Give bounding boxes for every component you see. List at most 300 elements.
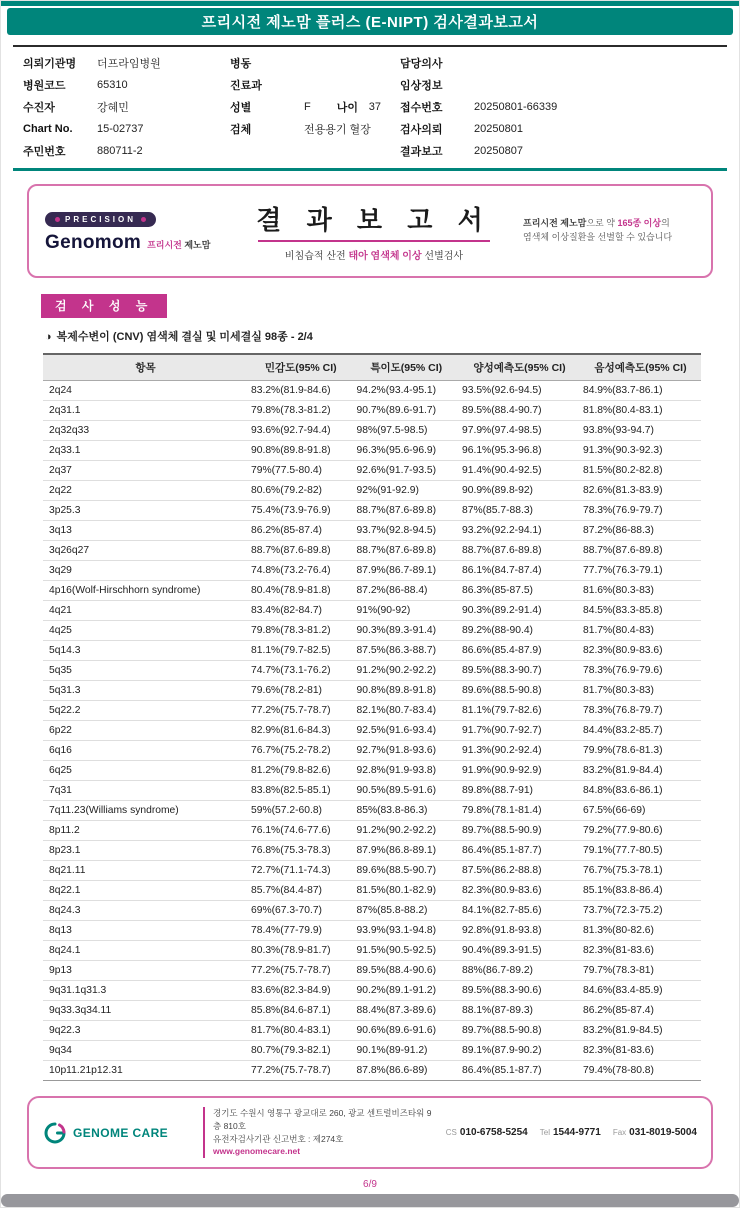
- genomom-logo: [45, 209, 225, 254]
- info-field-label: 담당의사: [400, 57, 443, 70]
- value-cell: 85.8%(84.6-87.1): [248, 1001, 354, 1021]
- info-field-value: 37: [368, 100, 381, 113]
- value-cell: 77.7%(76.3-79.1): [580, 561, 701, 581]
- address-block: [203, 1107, 434, 1158]
- value-cell: 90.6%(89.6-91.6): [354, 1021, 460, 1041]
- value-cell: 87.9%(86.8-89.1): [354, 841, 460, 861]
- value-cell: 90.5%(89.5-91.6): [354, 781, 460, 801]
- value-cell: 93.9%(93.1-94.8): [354, 921, 460, 941]
- table-row: [43, 641, 701, 661]
- info-field: [230, 54, 400, 71]
- info-field-value: 65310: [97, 78, 128, 91]
- item-cell: 3q26q27: [43, 541, 248, 561]
- item-cell: 8q24.1: [43, 941, 248, 961]
- info-field: [230, 120, 400, 137]
- value-cell: 73.7%(72.3-75.2): [580, 901, 701, 921]
- info-field: [23, 54, 230, 71]
- info-field: [23, 120, 230, 137]
- value-cell: 74.8%(73.2-76.4): [248, 561, 354, 581]
- value-cell: 88.7%(87.6-89.8): [354, 541, 460, 561]
- value-cell: 78.3%(76.9-79.7): [580, 501, 701, 521]
- value-cell: 98%(97.5-98.5): [354, 421, 460, 441]
- table-row: [43, 801, 701, 821]
- patient-info-grid: [23, 54, 717, 159]
- contact-item: [540, 1127, 601, 1138]
- info-field-value: 20250801-66339: [474, 100, 558, 113]
- info-field-value: 강혜민: [97, 101, 129, 114]
- dot-icon: [55, 217, 60, 222]
- brand-name-en: Genomom: [45, 231, 142, 253]
- table-body: [43, 381, 701, 1081]
- table-row: [43, 861, 701, 881]
- item-cell: 3p25.3: [43, 501, 248, 521]
- value-cell: 78.3%(76.9-79.6): [580, 661, 701, 681]
- contact-value: 031-8019-5004: [629, 1127, 697, 1138]
- value-cell: 85%(83.8-86.3): [354, 801, 460, 821]
- item-cell: 2q32q33: [43, 421, 248, 441]
- value-cell: 86.2%(85-87.4): [248, 521, 354, 541]
- marketing-note: [523, 217, 695, 245]
- value-cell: 88.7%(87.6-89.8): [580, 541, 701, 561]
- table-row: [43, 881, 701, 901]
- value-cell: 86.3%(85-87.5): [459, 581, 580, 601]
- value-cell: 92.5%(91.6-93.4): [354, 721, 460, 741]
- value-cell: 90.7%(89.6-91.7): [354, 401, 460, 421]
- value-cell: 89.6%(88.5-90.7): [354, 861, 460, 881]
- value-cell: 84.8%(83.6-86.1): [580, 781, 701, 801]
- value-cell: 87.9%(86.7-89.1): [354, 561, 460, 581]
- table-row: [43, 901, 701, 921]
- value-cell: 79.4%(78-80.8): [580, 1061, 701, 1081]
- value-cell: 67.5%(66-69): [580, 801, 701, 821]
- performance-table: [43, 353, 701, 1081]
- table-row: [43, 721, 701, 741]
- value-cell: 81.7%(80.3-83): [580, 681, 701, 701]
- info-field: [230, 142, 400, 159]
- item-cell: 8q24.3: [43, 901, 248, 921]
- value-cell: 79.9%(78.6-81.3): [580, 741, 701, 761]
- info-field-value: 15-02737: [97, 122, 144, 135]
- value-cell: 77.2%(75.7-78.7): [248, 701, 354, 721]
- brand-kr-accent: 프리시전: [147, 239, 182, 250]
- value-cell: 81.5%(80.2-82.8): [580, 461, 701, 481]
- info-field: [23, 76, 230, 93]
- value-cell: 91.2%(90.2-92.2): [354, 821, 460, 841]
- value-cell: 82.6%(81.3-83.9): [580, 481, 701, 501]
- value-cell: 78.3%(76.8-79.7): [580, 701, 701, 721]
- value-cell: 86.6%(85.4-87.9): [459, 641, 580, 661]
- info-field-value: 전용용기 혈장: [304, 123, 371, 136]
- report-title: 프리시전 제노맘 플러스 (E-NIPT) 검사결과보고서: [201, 14, 539, 31]
- value-cell: 94.2%(93.4-95.1): [354, 381, 460, 401]
- genomecare-logo: [43, 1121, 191, 1145]
- table-row: [43, 1021, 701, 1041]
- column-header: 민감도(95% CI): [248, 354, 354, 381]
- note-mid: 으로 약: [586, 218, 618, 229]
- value-cell: 96.3%(95.6-96.9): [354, 441, 460, 461]
- value-cell: 86.2%(85-87.4): [580, 1001, 701, 1021]
- value-cell: 90.4%(89.3-91.5): [459, 941, 580, 961]
- address-line2: 유전자검사기관 신고번호 : 제274호: [213, 1133, 344, 1144]
- value-cell: 79.7%(78.3-81): [580, 961, 701, 981]
- info-field-label: 접수번호: [400, 101, 443, 114]
- item-cell: 4q25: [43, 621, 248, 641]
- value-cell: 91%(90-92): [354, 601, 460, 621]
- value-cell: 91.5%(90.5-92.5): [354, 941, 460, 961]
- value-cell: 80.7%(79.3-82.1): [248, 1041, 354, 1061]
- info-field-label: 병동: [230, 57, 252, 70]
- contact-label: Tel: [539, 1128, 550, 1137]
- brand-line: [45, 232, 225, 254]
- value-cell: 82.1%(80.7-83.4): [354, 701, 460, 721]
- table-row: [43, 601, 701, 621]
- precision-badge: [45, 212, 156, 227]
- value-cell: 92.8%(91.9-93.8): [354, 761, 460, 781]
- value-cell: 84.4%(83.2-85.7): [580, 721, 701, 741]
- item-cell: 6q25: [43, 761, 248, 781]
- value-cell: 93.2%(92.2-94.1): [459, 521, 580, 541]
- item-cell: 2q37: [43, 461, 248, 481]
- table-row: [43, 741, 701, 761]
- value-cell: 80.6%(79.2-82): [248, 481, 354, 501]
- note-post: 의: [661, 218, 670, 229]
- value-cell: 83.2%(81.9-84.4): [580, 761, 701, 781]
- value-cell: 89.5%(88.4-90.7): [459, 401, 580, 421]
- column-header: 양성예측도(95% CI): [459, 354, 580, 381]
- value-cell: 90.3%(89.2-91.4): [459, 601, 580, 621]
- info-field-label: 성별: [230, 101, 252, 114]
- table-row: [43, 841, 701, 861]
- item-cell: 7q11.23(Williams syndrome): [43, 801, 248, 821]
- item-cell: 6p22: [43, 721, 248, 741]
- value-cell: 92%(91-92.9): [354, 481, 460, 501]
- note-line2: 염색체 이상질환을 선별할 수 있습니다: [523, 232, 673, 242]
- info-field: [23, 142, 230, 159]
- value-cell: 75.4%(73.9-76.9): [248, 501, 354, 521]
- subtitle-em: 태아 염색체 이상: [348, 251, 422, 262]
- value-cell: 82.3%(80.9-83.6): [459, 881, 580, 901]
- contact-value: 010-6758-5254: [459, 1127, 528, 1138]
- value-cell: 81.1%(79.7-82.5): [248, 641, 354, 661]
- value-cell: 90.3%(89.3-91.4): [354, 621, 460, 641]
- value-cell: 86.1%(84.7-87.4): [459, 561, 580, 581]
- table-row: [43, 701, 701, 721]
- brand-kr-plain: 제노맘: [184, 239, 211, 250]
- genomecare-brand-text: GENOME CARE: [73, 1125, 169, 1140]
- footer: [27, 1096, 713, 1169]
- item-cell: 3q29: [43, 561, 248, 581]
- contact-value: 1544-9771: [552, 1127, 601, 1138]
- subtitle-post: 선별검사: [421, 251, 464, 262]
- value-cell: 91.4%(90.4-92.5): [459, 461, 580, 481]
- item-cell: 2q31.1: [43, 401, 248, 421]
- value-cell: 79.6%(78.2-81): [248, 681, 354, 701]
- value-cell: 76.7%(75.2-78.2): [248, 741, 354, 761]
- value-cell: 89.1%(87.9-90.2): [459, 1041, 580, 1061]
- item-cell: 8q13: [43, 921, 248, 941]
- value-cell: 78.4%(77-79.9): [248, 921, 354, 941]
- table-row: [43, 941, 701, 961]
- value-cell: 74.7%(73.1-76.2): [248, 661, 354, 681]
- column-header: 항목: [43, 354, 248, 381]
- value-cell: 81.3%(80-82.6): [580, 921, 701, 941]
- value-cell: 83.2%(81.9-84.5): [580, 1021, 701, 1041]
- patient-info-section: [13, 45, 727, 171]
- genomecare-logo-icon: [43, 1121, 67, 1145]
- value-cell: 88.7%(87.6-89.8): [354, 501, 460, 521]
- table-caption: [45, 328, 739, 344]
- value-cell: 84.6%(83.4-85.9): [580, 981, 701, 1001]
- value-cell: 90.8%(89.8-91.8): [354, 681, 460, 701]
- info-field-label: 검체: [230, 123, 252, 136]
- value-cell: 89.2%(88-90.4): [459, 621, 580, 641]
- value-cell: 81.1%(79.7-82.6): [459, 701, 580, 721]
- value-cell: 90.2%(89.1-91.2): [354, 981, 460, 1001]
- item-cell: 4q21: [43, 601, 248, 621]
- info-field-label: 검사의뢰: [400, 123, 443, 136]
- column-header: 특이도(95% CI): [354, 354, 460, 381]
- value-cell: 85.7%(84.4-87): [248, 881, 354, 901]
- table-row: [43, 1061, 701, 1081]
- table-row: [43, 921, 701, 941]
- value-cell: 79%(77.5-80.4): [248, 461, 354, 481]
- value-cell: 89.7%(88.5-90.9): [459, 821, 580, 841]
- value-cell: 89.5%(88.4-90.6): [354, 961, 460, 981]
- value-cell: 87.8%(86.6-89): [354, 1061, 460, 1081]
- item-cell: 7q31: [43, 781, 248, 801]
- value-cell: 81.7%(80.4-83): [580, 621, 701, 641]
- result-subtitle: [239, 247, 509, 262]
- info-field: [400, 54, 717, 71]
- result-header-box: [27, 184, 713, 278]
- info-field-label: 나이: [336, 101, 358, 114]
- value-cell: 80.4%(78.9-81.8): [248, 581, 354, 601]
- value-cell: 82.9%(81.6-84.3): [248, 721, 354, 741]
- value-cell: 81.2%(79.8-82.6): [248, 761, 354, 781]
- value-cell: 76.1%(74.6-77.6): [248, 821, 354, 841]
- value-cell: 77.2%(75.7-78.7): [248, 961, 354, 981]
- value-cell: 81.7%(80.4-83.1): [248, 1021, 354, 1041]
- value-cell: 89.5%(88.3-90.6): [459, 981, 580, 1001]
- table-row: [43, 981, 701, 1001]
- item-cell: 4p16(Wolf-Hirschhorn syndrome): [43, 581, 248, 601]
- value-cell: 91.3%(90.2-92.4): [459, 741, 580, 761]
- table-row: [43, 441, 701, 461]
- value-cell: 59%(57.2-60.8): [248, 801, 354, 821]
- info-field: [400, 76, 717, 93]
- dot-icon: [141, 217, 146, 222]
- value-cell: 85.1%(83.8-86.4): [580, 881, 701, 901]
- info-field: [23, 98, 230, 115]
- value-cell: 80.3%(78.9-81.7): [248, 941, 354, 961]
- value-cell: 79.1%(77.7-80.5): [580, 841, 701, 861]
- value-cell: 96.1%(95.3-96.8): [459, 441, 580, 461]
- table-row: [43, 521, 701, 541]
- address-line1: 경기도 수원시 영통구 광교대로 260, 광교 센트럴비즈타워 9층 810호: [213, 1108, 432, 1131]
- value-cell: 92.8%(91.8-93.8): [459, 921, 580, 941]
- value-cell: 81.5%(80.1-82.9): [354, 881, 460, 901]
- table-row: [43, 481, 701, 501]
- value-cell: 93.8%(93-94.7): [580, 421, 701, 441]
- value-cell: 83.8%(82.5-85.1): [248, 781, 354, 801]
- item-cell: 9q33.3q34.11: [43, 1001, 248, 1021]
- info-field-label: 병원코드: [23, 79, 66, 92]
- item-cell: 9q22.3: [43, 1021, 248, 1041]
- table-row: [43, 1001, 701, 1021]
- table-row: [43, 401, 701, 421]
- page-number: 6/9: [363, 1179, 377, 1190]
- table-row: [43, 381, 701, 401]
- title-underline: [258, 240, 490, 242]
- column-header: 음성예측도(95% CI): [580, 354, 701, 381]
- website-link: www.genomecare.net: [213, 1146, 301, 1157]
- value-cell: 83.6%(82.3-84.9): [248, 981, 354, 1001]
- info-field-label: Chart No.: [23, 122, 73, 135]
- value-cell: 72.7%(71.1-74.3): [248, 861, 354, 881]
- value-cell: 88.7%(87.6-89.8): [248, 541, 354, 561]
- table-header-row: [43, 354, 701, 381]
- report-title-bar: [7, 8, 733, 35]
- info-field-label: 임상정보: [400, 79, 443, 92]
- value-cell: 81.8%(80.4-83.1): [580, 401, 701, 421]
- value-cell: 89.5%(88.3-90.7): [459, 661, 580, 681]
- table-row: [43, 501, 701, 521]
- table-row: [43, 681, 701, 701]
- item-cell: 8q21.11: [43, 861, 248, 881]
- value-cell: 88%(86.7-89.2): [459, 961, 580, 981]
- value-cell: 93.6%(92.7-94.4): [248, 421, 354, 441]
- value-cell: 69%(67.3-70.7): [248, 901, 354, 921]
- item-cell: 6q16: [43, 741, 248, 761]
- value-cell: 81.6%(80.3-83): [580, 581, 701, 601]
- info-field-value: 880711-2: [97, 144, 143, 157]
- item-cell: 5q22.2: [43, 701, 248, 721]
- value-cell: 84.9%(83.7-86.1): [580, 381, 701, 401]
- note-highlight: 165종 이상: [617, 218, 662, 229]
- value-cell: 91.9%(90.9-92.9): [459, 761, 580, 781]
- item-cell: 9p13: [43, 961, 248, 981]
- value-cell: 82.3%(80.9-83.6): [580, 641, 701, 661]
- value-cell: 89.8%(88.7-91): [459, 781, 580, 801]
- info-field: [230, 76, 400, 93]
- contact-item: [613, 1127, 697, 1138]
- table-row: [43, 621, 701, 641]
- info-field-value: 20250801: [474, 122, 523, 135]
- value-cell: 89.6%(88.5-90.8): [459, 681, 580, 701]
- value-cell: 91.2%(90.2-92.2): [354, 661, 460, 681]
- table-row: [43, 461, 701, 481]
- contact-label: Fax: [612, 1128, 627, 1137]
- value-cell: 86.4%(85.1-87.7): [459, 841, 580, 861]
- value-cell: 92.7%(91.8-93.6): [354, 741, 460, 761]
- info-field-label: 결과보고: [400, 145, 443, 158]
- info-field-label: 진료과: [230, 79, 262, 92]
- value-cell: 90.9%(89.8-92): [459, 481, 580, 501]
- info-field: [230, 98, 400, 115]
- item-cell: 10p11.21p12.31: [43, 1061, 248, 1081]
- item-cell: 9q34: [43, 1041, 248, 1061]
- item-cell: 8p11.2: [43, 821, 248, 841]
- value-cell: 87.2%(86-88.3): [580, 521, 701, 541]
- value-cell: 76.7%(75.3-78.1): [580, 861, 701, 881]
- value-cell: 91.7%(90.7-92.7): [459, 721, 580, 741]
- result-title-block: [239, 200, 509, 262]
- contact-block: [446, 1127, 697, 1138]
- section-label: 검 사 성 능: [41, 294, 167, 318]
- value-cell: 93.5%(92.6-94.5): [459, 381, 580, 401]
- half-circle-icon: ◑: [45, 331, 52, 343]
- table-row: [43, 561, 701, 581]
- value-cell: 83.4%(82-84.7): [248, 601, 354, 621]
- table-row: [43, 661, 701, 681]
- value-cell: 88.1%(87-89.3): [459, 1001, 580, 1021]
- note-brand: 프리시전 제노맘: [523, 218, 587, 229]
- value-cell: 90.1%(89-91.2): [354, 1041, 460, 1061]
- item-cell: 3q13: [43, 521, 248, 541]
- table-row: [43, 781, 701, 801]
- info-field-label: 의뢰기관명: [23, 57, 77, 70]
- value-cell: 89.7%(88.5-90.8): [459, 1021, 580, 1041]
- value-cell: 90.8%(89.8-91.8): [248, 441, 354, 461]
- table-row: [43, 761, 701, 781]
- performance-section: [1, 278, 739, 1081]
- value-cell: 86.4%(85.1-87.7): [459, 1061, 580, 1081]
- value-cell: 87%(85.7-88.3): [459, 501, 580, 521]
- table-row: [43, 1041, 701, 1061]
- value-cell: 87.2%(86-88.4): [354, 581, 460, 601]
- value-cell: 93.7%(92.8-94.5): [354, 521, 460, 541]
- info-field-label: 주민번호: [23, 145, 66, 158]
- table-caption-text: 복제수변이 (CNV) 염색체 결실 및 미세결실 98종 - 2/4: [56, 331, 313, 343]
- value-cell: 87.5%(86.3-88.7): [354, 641, 460, 661]
- item-cell: 2q22: [43, 481, 248, 501]
- value-cell: 91.3%(90.3-92.3): [580, 441, 701, 461]
- value-cell: 83.2%(81.9-84.6): [248, 381, 354, 401]
- info-field: [400, 120, 717, 137]
- result-title: 결 과 보 고 서: [256, 205, 492, 235]
- value-cell: 79.8%(78.3-81.2): [248, 401, 354, 421]
- value-cell: 87%(85.8-88.2): [354, 901, 460, 921]
- info-field-value: 더프라임병원: [97, 57, 161, 70]
- value-cell: 79.2%(77.9-80.6): [580, 821, 701, 841]
- value-cell: 79.8%(78.3-81.2): [248, 621, 354, 641]
- value-cell: 87.5%(86.2-88.8): [459, 861, 580, 881]
- table-row: [43, 581, 701, 601]
- info-field-value: 20250807: [474, 144, 523, 157]
- top-accent-strip: [1, 1, 739, 6]
- info-field: [400, 142, 717, 159]
- item-cell: 2q24: [43, 381, 248, 401]
- contact-item: [446, 1127, 528, 1138]
- item-cell: 8q22.1: [43, 881, 248, 901]
- value-cell: 76.8%(75.3-78.3): [248, 841, 354, 861]
- value-cell: 97.9%(97.4-98.5): [459, 421, 580, 441]
- item-cell: 5q35: [43, 661, 248, 681]
- precision-label: PRECISION: [65, 214, 137, 224]
- value-cell: 79.8%(78.1-81.4): [459, 801, 580, 821]
- table-row: [43, 961, 701, 981]
- brand-name-kr: [147, 238, 210, 251]
- item-cell: 5q31.3: [43, 681, 248, 701]
- value-cell: 88.4%(87.3-89.6): [354, 1001, 460, 1021]
- value-cell: 92.6%(91.7-93.5): [354, 461, 460, 481]
- subtitle-pre: 비침습적 산전: [284, 251, 349, 262]
- window-bottom-edge: [1, 1194, 739, 1207]
- info-field-label: 수진자: [23, 101, 55, 114]
- value-cell: 84.1%(82.7-85.6): [459, 901, 580, 921]
- value-cell: 84.5%(83.3-85.8): [580, 601, 701, 621]
- value-cell: 82.3%(81-83.6): [580, 1041, 701, 1061]
